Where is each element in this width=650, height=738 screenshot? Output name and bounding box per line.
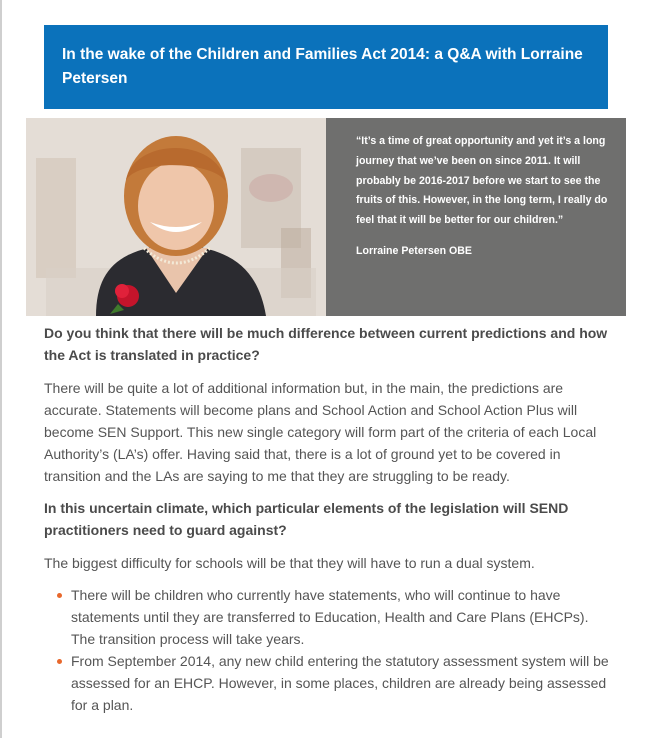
list-item-text: From September 2014, any new child entering the statutory assessment system will be assessed for an EHCP. However, in some places, children are already being assessed for a plan. [71,653,609,713]
answer-1: There will be quite a lot of additional information but, in the main, the predictions are accurate. Statements will become plans and School Action and School Action Plus will become SEN Support. This new single category will form part of the criteria of each Local Authority’s (LA’s) offer. Having said that, there is a lot of ground yet to be covered in transition and the LAs are saying to me that they are struggling to be ready. [44,380,597,484]
portrait-illustration [26,118,326,316]
pull-quote: “It’s a time of great opportunity and yet it’s a long journey that we’ve been on since 2011. It will probably be 2016-2017 before we start to see the fruits of this. However, in the long term, I really do feel that it will be better for our children.” [356,135,608,227]
hero-banner [26,118,626,316]
article-body [44,322,612,716]
article-title: In the wake of the Children and Families Act 2014: a Q&A with Lorraine Petersen [62,46,583,87]
article-header [44,25,608,109]
page-left-border [0,0,2,738]
portrait-photo [26,118,326,316]
bullet-list [44,584,612,716]
list-item [44,584,612,650]
question-2: In this uncertain climate, which particular elements of the legislation will SEND practitioners need to guard against? [44,500,569,538]
quote-panel [326,118,626,316]
bullet-icon [57,593,62,598]
quote-author: Lorraine Petersen OBE [356,244,472,257]
answer-2: The biggest difficulty for schools will be that they will have to run a dual system. [44,555,535,571]
list-item [44,650,612,716]
question-1: Do you think that there will be much difference between current predictions and how the Act is translated in practice? [44,325,608,363]
list-item-text: There will be children who currently have statements, who will continue to have statements until they are transferred to Education, Health and Care Plans (EHCPs). The transition process will take years. [71,587,589,647]
bullet-icon [57,659,62,664]
